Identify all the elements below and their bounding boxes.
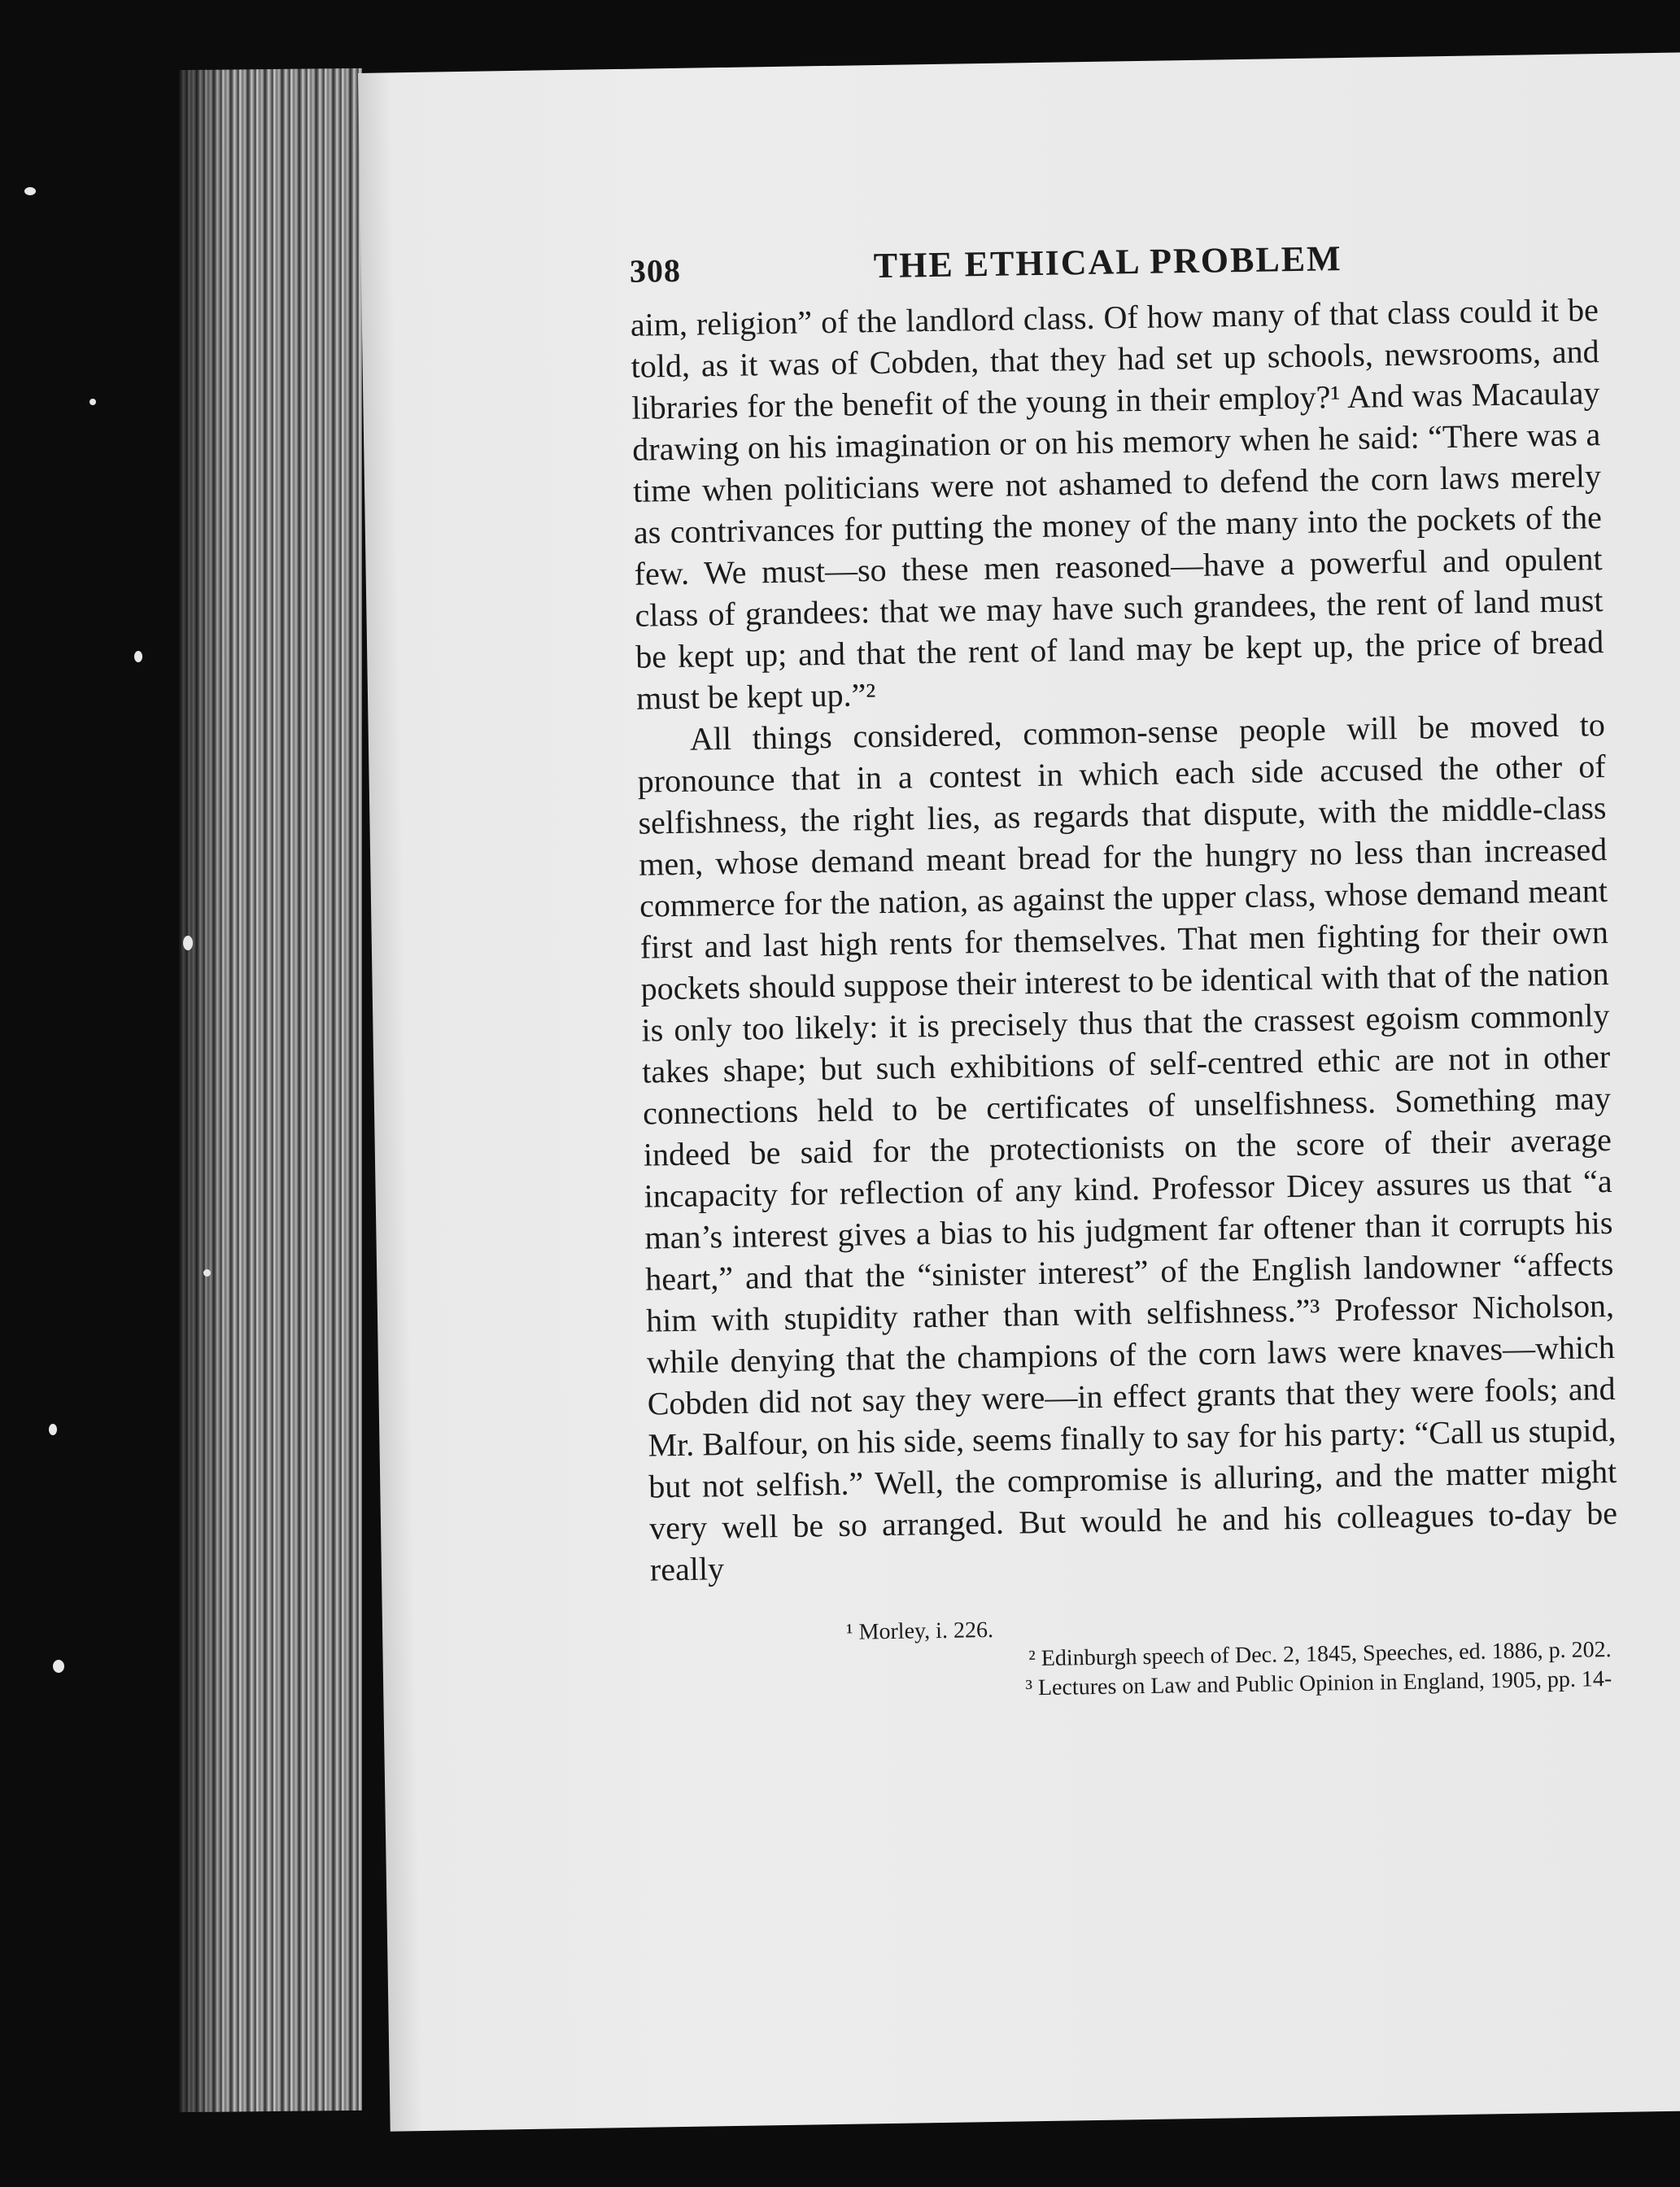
footnote-2: ² Edinburgh speech of Dec. 2, 1845, Speeches, ed. 1886, p. 202. xyxy=(1028,1637,1612,1672)
paragraph-1: aim, religion” of the landlord class. Of how many of that class could it be told, as it was of Cobden, that they had set up schools, newsrooms, and libraries for the benefit of the young in their employ?¹ And was Macaulay drawing on his imagination or on his memory when he said: “There was a time when politicians were not ashamed to defend the corn laws merely as contrivances for putting the money of the many into the pockets of the few. We must—so these men reasoned—have a powerful and opulent class of grandees: that we may have such grandees, the rent of land must be kept up; and that the rent of land may be kept up, the price of bread must be kept up.”² xyxy=(630,291,1604,717)
page-number: 308 xyxy=(629,251,682,290)
footnote-3: ³ Lectures on Law and Public Opinion in England, 1905, pp. 14- xyxy=(1025,1666,1612,1701)
page-header xyxy=(629,229,1598,301)
paragraph-2: All things considered, common-sense people will be moved to pronounce that in a contest in which each side accused the other of selfishness, the right lies, as regards that dispute, with the middle-class men, whose demand meant bread for the hungry no less than increased commerce for the nation, as against the upper class, whose demand meant first and last high rents for themselves. That men fighting for their own pockets should suppose their interest to be identical with that of the nation is only too likely: it is precisely thus that the crassest egoism commonly takes shape; but such exhibitions of self-centred ethic are not in other connections held to be certificates of unselfishness. Something may indeed be said for the protectionists on the score of their average incapacity for reflection of any kind. Professor Dicey assures us that “a man’s interest gives a bias to his judgment far oftener than it corrupts his heart,” and that the “sinister interest” of the English landowner “affects him with stupidity rather than with selfishness.”³ Professor Nicholson, while denying that the champions of the corn laws were knaves—which Cobden did not say they were—in effect grants that they were fools; and Mr. Balfour, on his side, seems finally to say for his party: “Call us stupid, but not selfish.” Well, the compromise is alluring, and the matter might very well be so arranged. But would he and his colleagues to-day be really xyxy=(637,706,1618,1588)
footnotes xyxy=(651,1606,1621,1709)
page-text-block xyxy=(629,229,1620,1709)
gutter-shadow xyxy=(163,49,228,2132)
book-page xyxy=(358,52,1680,2131)
footnote-1: ¹ Morley, i. 226. xyxy=(845,1617,994,1645)
running-title: THE ETHICAL PROBLEM xyxy=(873,238,1342,286)
